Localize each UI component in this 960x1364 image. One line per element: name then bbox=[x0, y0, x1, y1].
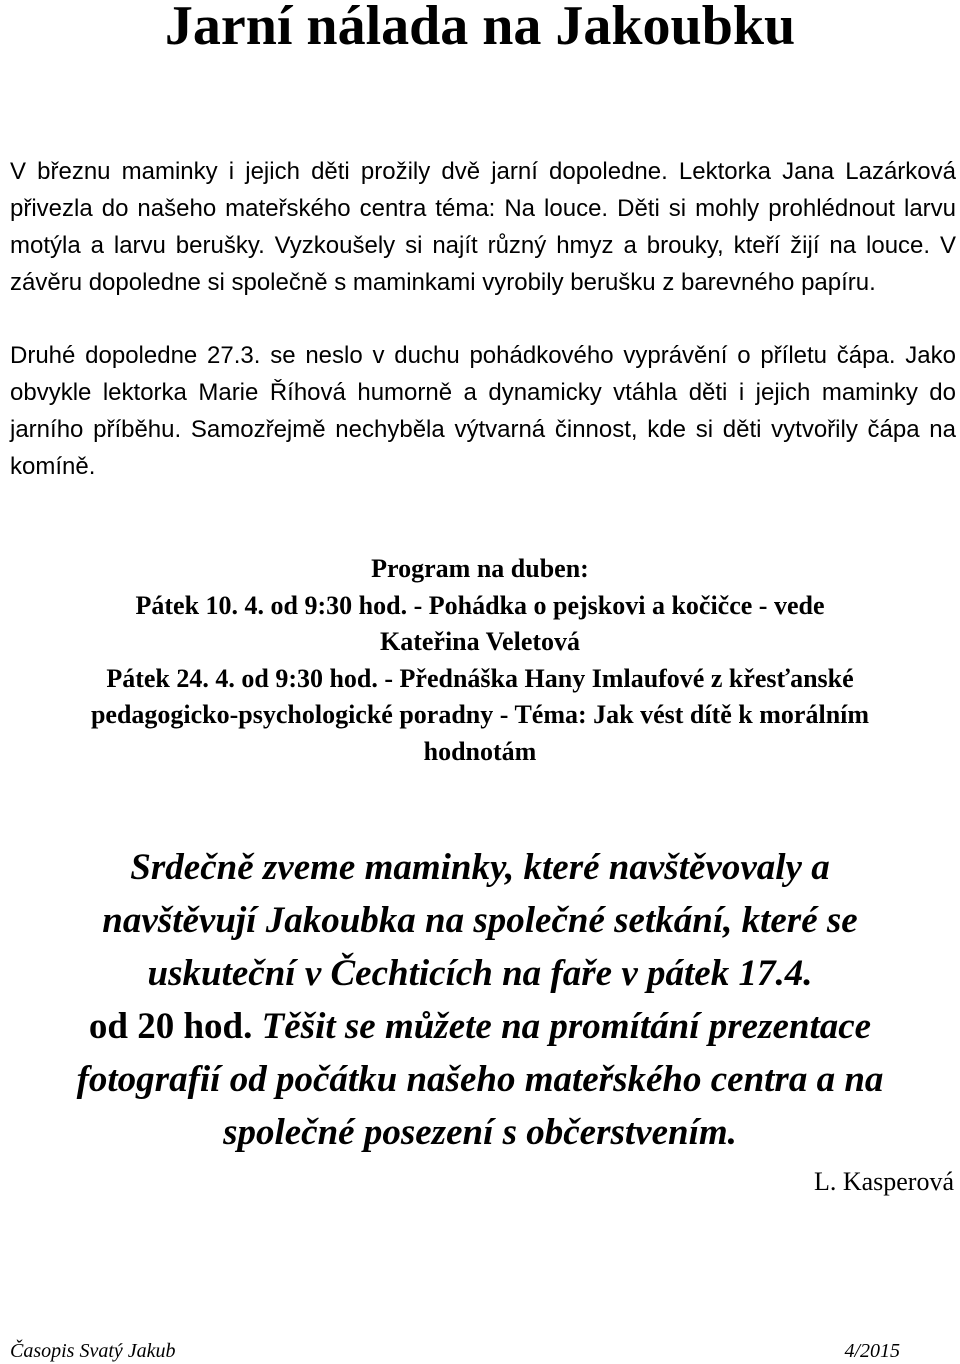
program-heading: Program na duben: bbox=[371, 554, 589, 583]
invitation-time: od 20 hod. bbox=[88, 1006, 253, 1047]
page-footer bbox=[10, 1339, 900, 1363]
paragraph-workshop-stork: Druhé dopoledne 27.3. se neslo v duchu pohádkového vyprávění o příletu čápa. Jako obvykle lektorka Marie Říhová humorně a dynamicky vtáhla děti i jejich maminky do jarního příběhu. Samozřejmě nechyběla výtvarná činnost, kde si děti vytvořily čápa na komíně. bbox=[10, 342, 956, 480]
invitation bbox=[0, 841, 960, 1159]
article-title: Jarní nálada na Jakoubku bbox=[164, 0, 796, 57]
invitation-line-5: fotografií od počátku našeho mateřského centra a na bbox=[76, 1059, 884, 1100]
paragraph-workshop-meadow: V březnu maminky i jejich děti prožily dvě jarní dopoledne. Lektorka Jana Lazárková přivezla do našeho mateřského centra téma: Na louce. Děti si mohly prohlédnout larvu motýla a larvu berušky. Vyzkoušely si najít různý hmyz a brouky, kteří žijí na louce. V závěru dopoledne si společně s maminkami vyrobily berušku z barevného papíru. bbox=[10, 158, 956, 296]
program-section bbox=[0, 551, 960, 770]
invitation-line-2: navštěvují Jakoubka na společné setkání, které se bbox=[102, 900, 858, 941]
footer-issue: 4/2015 bbox=[844, 1340, 900, 1362]
invitation-line-1: Srdečně zveme maminky, které navštěvovaly a bbox=[130, 847, 830, 888]
program-item-2-line-1: Pátek 24. 4. od 9:30 hod. - Přednáška Hany Imlaufové z křesťanské bbox=[106, 663, 854, 693]
program-item-1-line-2: Kateřina Veletová bbox=[379, 627, 581, 656]
program-item-2-line-2: pedagogicko-psychologické poradny - Téma: Jak vést dítě k morálním bbox=[90, 700, 870, 729]
invitation-line-6: společné posezení s občerstvením. bbox=[223, 1112, 737, 1153]
invitation-line-4 bbox=[0, 1000, 960, 1053]
invitation-line-4-text: Těšit se můžete na promítání prezentace bbox=[261, 1006, 872, 1047]
program-item-2-line-3: hodnotám bbox=[423, 736, 537, 766]
footer-publication: Časopis Svatý Jakub bbox=[10, 1340, 176, 1362]
program-item-1-line-1: Pátek 10. 4. od 9:30 hod. - Pohádka o pejskovi a kočičce - vede bbox=[135, 590, 825, 620]
author-signature: L. Kasperová bbox=[813, 1167, 954, 1196]
invitation-line-3: uskuteční v Čechticích na faře v pátek 17.4. bbox=[147, 953, 813, 994]
